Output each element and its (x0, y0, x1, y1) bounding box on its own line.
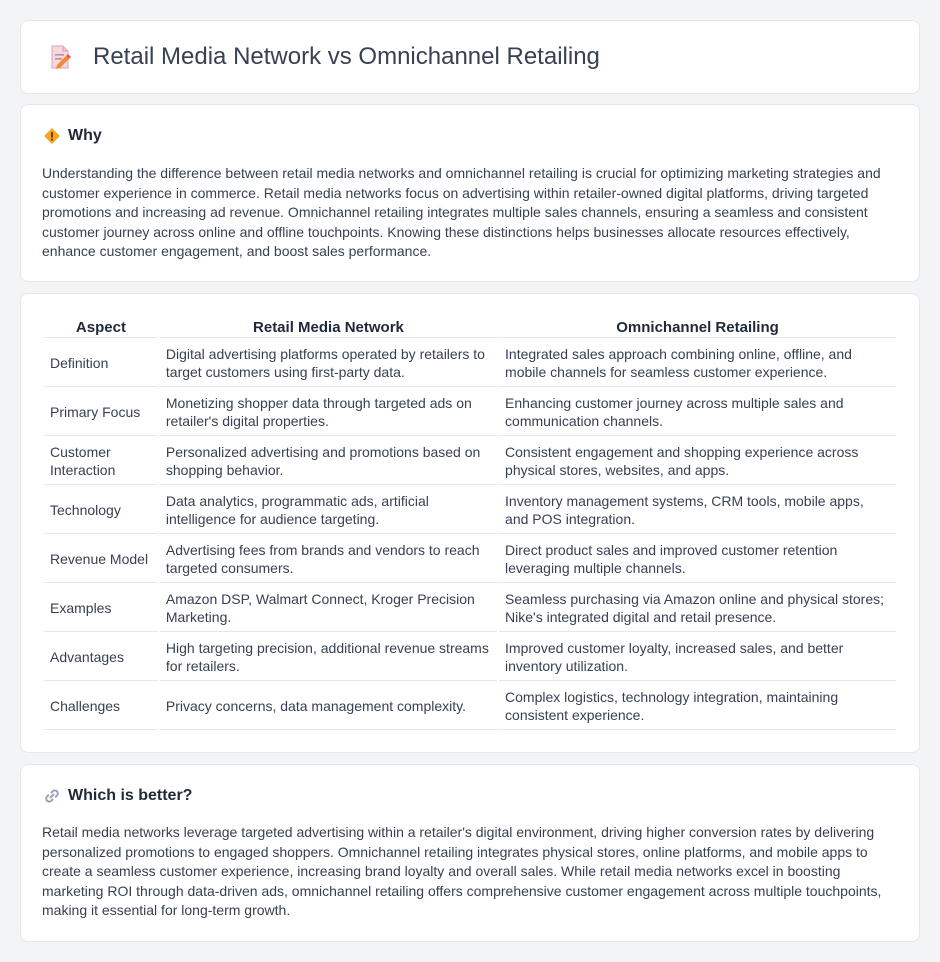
rmn-cell: Monetizing shopper data through targeted ads on retailer's digital properties. (160, 389, 497, 436)
link-icon (43, 787, 61, 805)
aspect-cell: Examples (44, 585, 158, 632)
header-retail-media-network: Retail Media Network (160, 318, 497, 338)
which-better-card (20, 764, 920, 942)
rmn-cell: Amazon DSP, Walmart Connect, Kroger Precision Marketing. (160, 585, 497, 632)
omni-cell: Complex logistics, technology integration, maintaining consistent experience. (499, 683, 896, 730)
omni-cell: Direct product sales and improved customer retention leveraging multiple channels. (499, 536, 896, 583)
why-heading: Why (68, 127, 102, 144)
table-row (44, 634, 896, 681)
header-omnichannel-retailing: Omnichannel Retailing (499, 318, 896, 338)
omni-cell: Inventory management systems, CRM tools, mobile apps, and POS integration. (499, 487, 896, 534)
document-pencil-icon (47, 44, 73, 70)
diamond-warning-icon (43, 127, 61, 145)
aspect-cell: Definition (44, 340, 158, 387)
rmn-cell: Personalized advertising and promotions based on shopping behavior. (160, 438, 497, 485)
aspect-cell: Challenges (44, 683, 158, 730)
table-row (44, 438, 896, 485)
table-row (44, 536, 896, 583)
omni-cell: Enhancing customer journey across multiple sales and communication channels. (499, 389, 896, 436)
omni-cell: Integrated sales approach combining online, offline, and mobile channels for seamless customer experience. (499, 340, 896, 387)
omni-cell: Seamless purchasing via Amazon online and physical stores; Nike's integrated digital and retail presence. (499, 585, 896, 632)
rmn-cell: Privacy concerns, data management complexity. (160, 683, 497, 730)
title-card (20, 20, 920, 94)
table-row (44, 487, 896, 534)
which-better-paragraph: Retail media networks leverage targeted advertising within a retailer's digital environment, driving higher conversion rates by delivering personalized promotions to engaged shoppers. Omnichannel retailing integrates physical stores, online platforms, and mobile apps to create a seamless customer experience, increasing brand loyalty and overall sales. While retail media networks excel in boosting marketing ROI through data-driven ads, omnichannel retailing offers comprehensive customer engagement across multiple touchpoints, making it essential for long-term growth. (42, 824, 882, 919)
page-title: Retail Media Network vs Omnichannel Retailing (93, 43, 600, 70)
rmn-cell: High targeting precision, additional revenue streams for retailers. (160, 634, 497, 681)
omni-cell: Consistent engagement and shopping experience across physical stores, websites, and apps. (499, 438, 896, 485)
aspect-cell: Customer Interaction (44, 438, 158, 485)
table-row (44, 340, 896, 387)
aspect-cell: Revenue Model (44, 536, 158, 583)
comparison-table (42, 316, 898, 732)
comparison-card (20, 293, 920, 753)
rmn-cell: Digital advertising platforms operated by retailers to target customers using first-party data. (160, 340, 497, 387)
rmn-cell: Data analytics, programmatic ads, artificial intelligence for audience targeting. (160, 487, 497, 534)
table-row (44, 389, 896, 436)
aspect-cell: Primary Focus (44, 389, 158, 436)
table-row (44, 585, 896, 632)
aspect-cell: Technology (44, 487, 158, 534)
header-aspect: Aspect (44, 318, 158, 338)
table-row (44, 683, 896, 730)
table-header-row (44, 318, 896, 338)
which-better-heading: Which is better? (68, 787, 193, 804)
aspect-cell: Advantages (44, 634, 158, 681)
omni-cell: Improved customer loyalty, increased sales, and better inventory utilization. (499, 634, 896, 681)
why-paragraph: Understanding the difference between retail media networks and omnichannel retailing is crucial for optimizing marketing strategies and customer experience in commerce. Retail media networks focus on advertising within retailer-owned digital platforms, driving targeted promotions and increasing ad revenue. Omnichannel retailing integrates multiple sales channels, ensuring a seamless and consistent customer journey across online and offline touchpoints. Knowing these distinctions helps businesses allocate resources effectively, enhance customer engagement, and boost sales performance. (42, 165, 881, 260)
why-card (20, 104, 920, 282)
rmn-cell: Advertising fees from brands and vendors to reach targeted consumers. (160, 536, 497, 583)
